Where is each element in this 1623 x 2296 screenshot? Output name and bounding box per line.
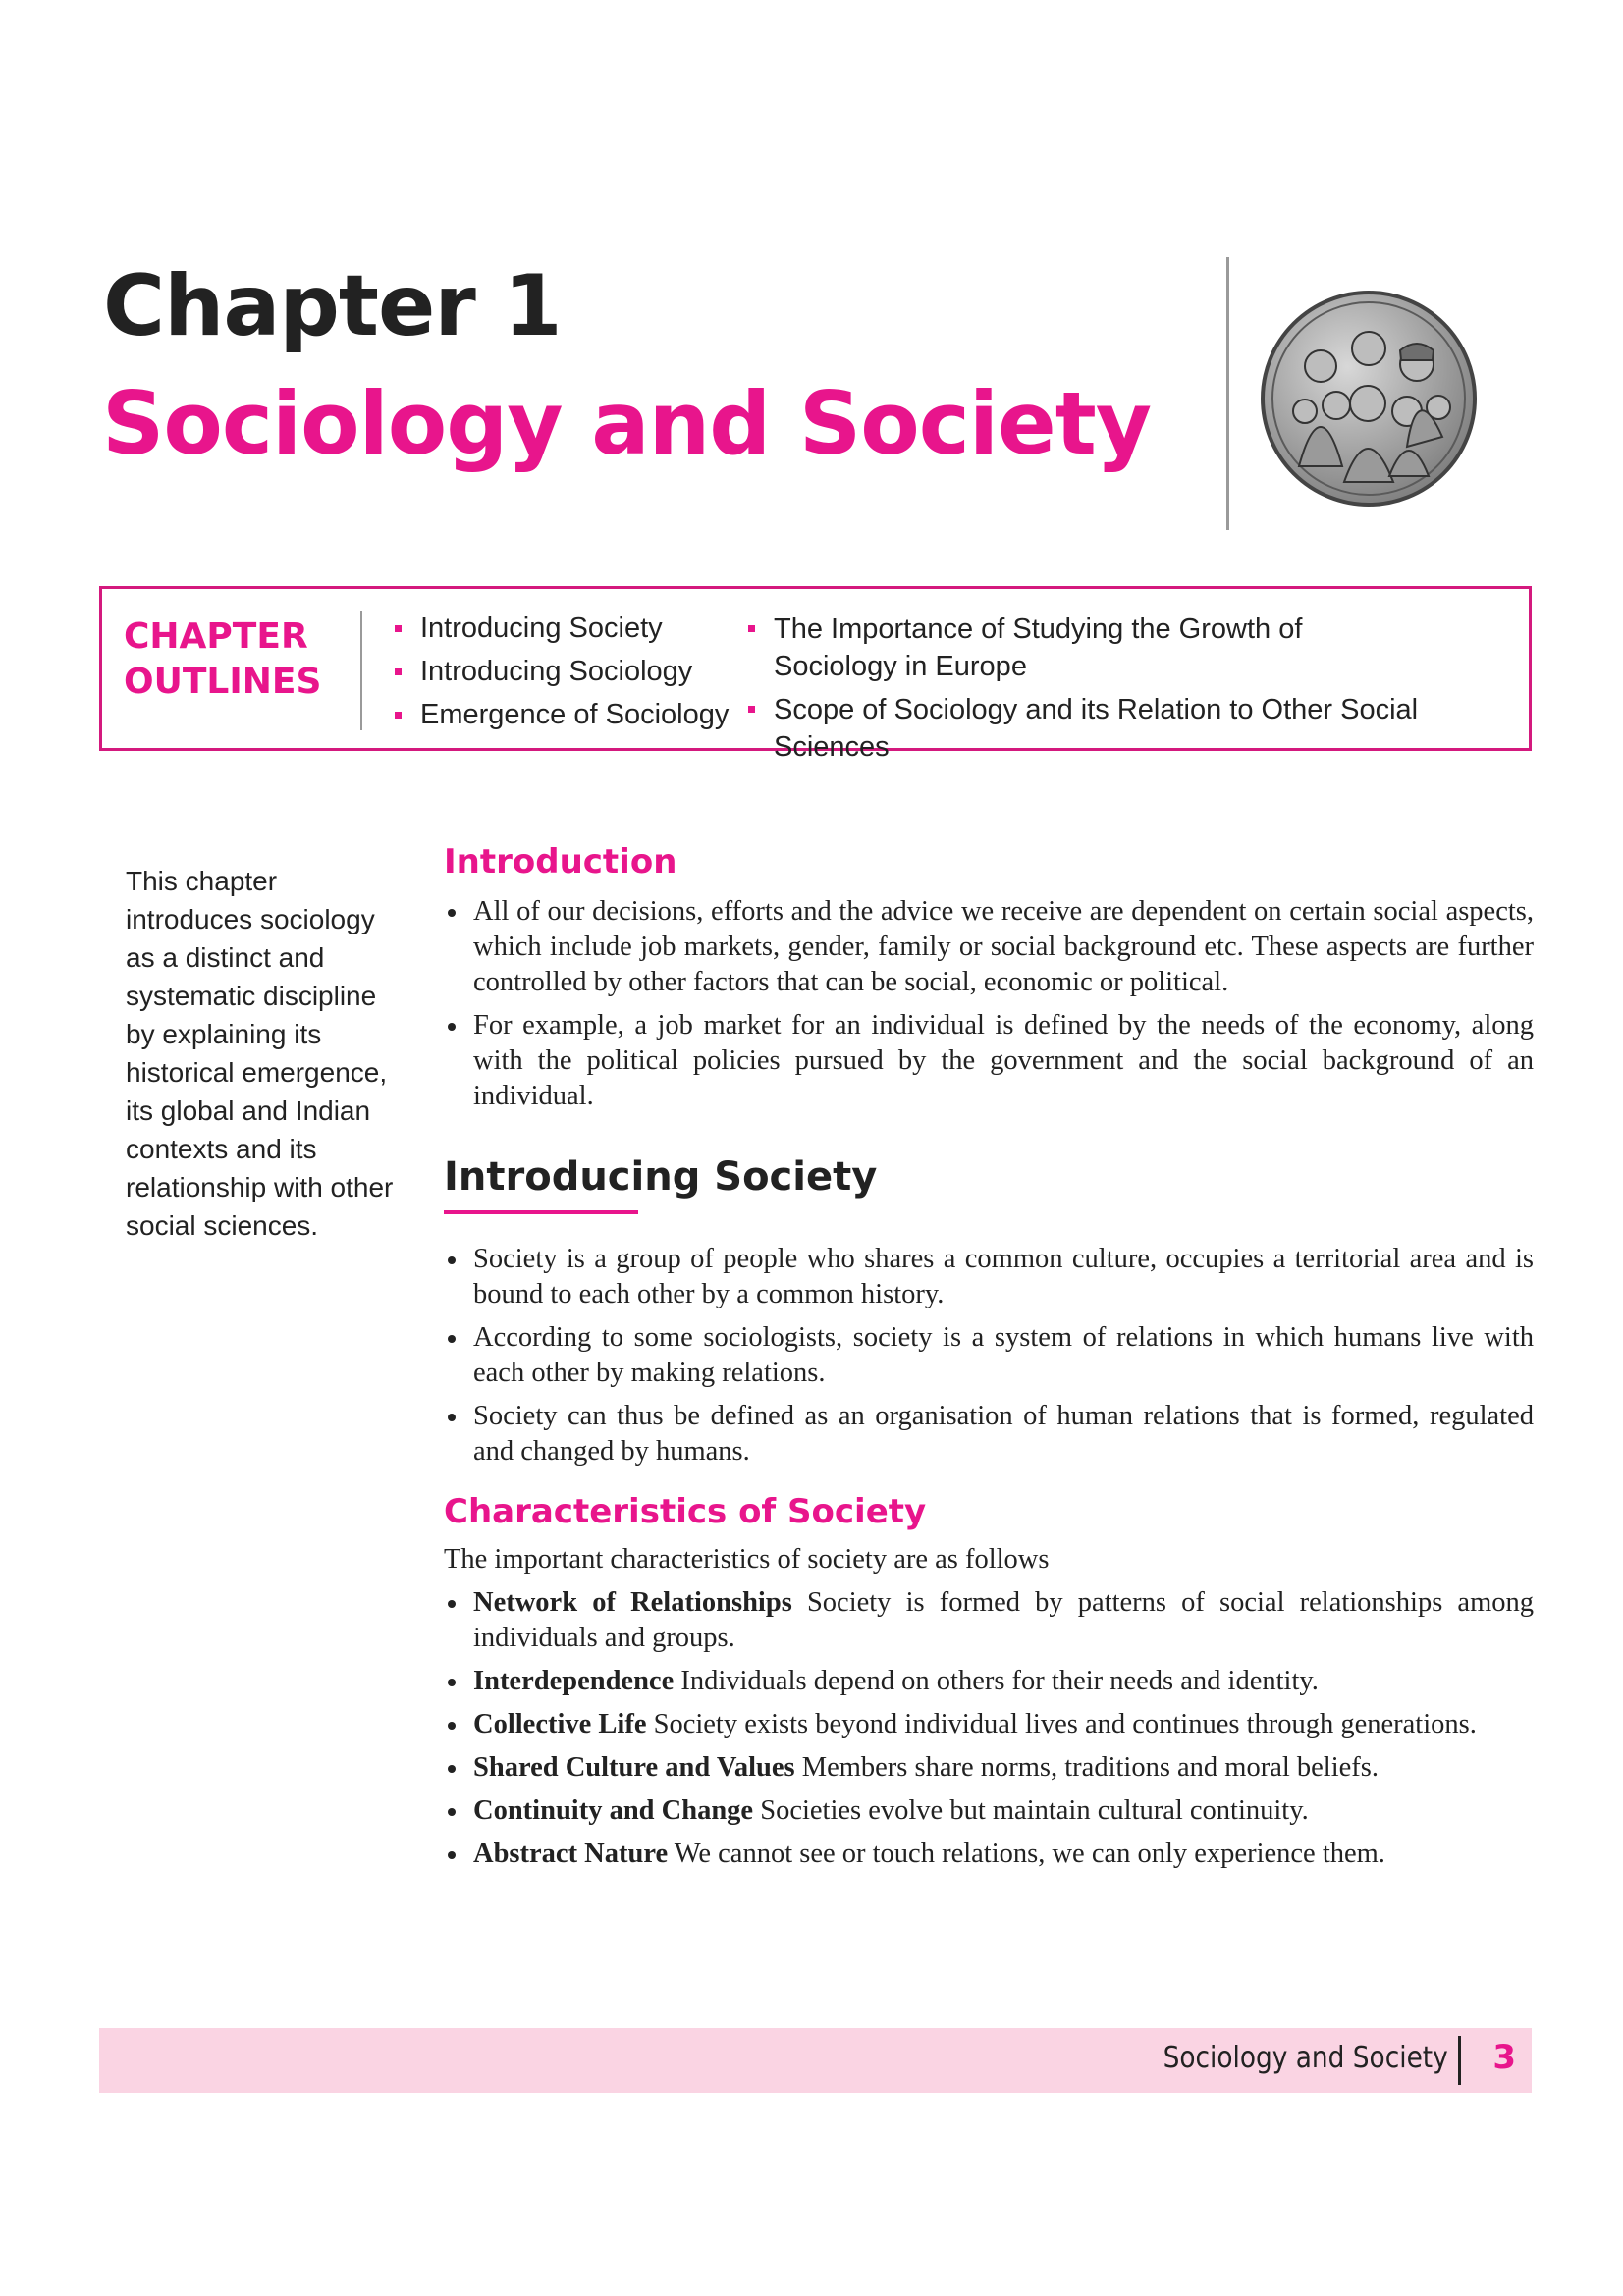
chapter-summary-sidebar: This chapter introduces sociology as a distinct and systematic discipline by explaining its historical emergence, its global and Indian contexts and its relationship with other social sciences. bbox=[126, 866, 394, 1241]
term: Shared Culture and Values bbox=[473, 1752, 795, 1783]
outline-item: Introducing Society bbox=[395, 607, 729, 650]
main-content bbox=[444, 839, 1534, 1880]
chapter-outline-box bbox=[99, 586, 1532, 763]
term: Network of Relationships bbox=[473, 1587, 792, 1618]
term: Collective Life bbox=[473, 1709, 647, 1739]
term: Interdependence bbox=[473, 1666, 675, 1696]
list-item: Collective Life Society exists beyond individual lives and continues through generations. bbox=[444, 1707, 1534, 1742]
outline-item: Scope of Sociology and its Relation to Other Social Sciences bbox=[748, 691, 1524, 766]
footer-divider bbox=[1458, 2036, 1461, 2085]
introduction-list bbox=[444, 894, 1534, 1114]
introduction-heading: Introduction bbox=[444, 842, 677, 881]
list-item: Continuity and Change Societies evolve but maintain cultural continuity. bbox=[444, 1793, 1534, 1829]
characteristics-list bbox=[444, 1585, 1534, 1872]
outline-heading-line2: OUTLINES bbox=[124, 662, 322, 702]
outline-heading-line1: CHAPTER bbox=[124, 616, 308, 657]
list-item: For example, a job market for an individual is defined by the needs of the economy, along with the political policies pursued by the government and the social background of an individual. bbox=[444, 1008, 1534, 1114]
list-item: All of our decisions, efforts and the advice we receive are dependent on certain social aspects, which include job markets, gender, family or social background etc. These aspects are further controlled by other factors that can be social, economic or political. bbox=[444, 894, 1534, 1000]
term: Abstract Nature bbox=[473, 1839, 669, 1869]
chapter-title: Sociology and Society bbox=[102, 373, 1152, 474]
section-underline bbox=[444, 1210, 638, 1214]
people-medallion-image bbox=[1260, 290, 1478, 507]
list-item: Network of Relationships Society is formed by patterns of social relationships among individuals and groups. bbox=[444, 1585, 1534, 1656]
list-item: Shared Culture and Values Members share norms, traditions and moral beliefs. bbox=[444, 1750, 1534, 1786]
list-item: Society can thus be defined as an organisation of human relations that is formed, regulated and changed by humans. bbox=[444, 1399, 1534, 1469]
page-footer bbox=[99, 2028, 1532, 2093]
outline-item: Introducing Sociology bbox=[395, 650, 729, 693]
outline-heading bbox=[124, 614, 321, 705]
outline-item: Emergence of Sociology bbox=[395, 693, 729, 736]
outline-divider bbox=[360, 611, 362, 730]
introducing-society-list bbox=[444, 1242, 1534, 1469]
characteristics-intro: The important characteristics of society are as follows bbox=[444, 1544, 1050, 1575]
list-item: Abstract Nature We cannot see or touch relations, we can only experience them. bbox=[444, 1837, 1534, 1872]
list-item: Interdependence Individuals depend on others for their needs and identity. bbox=[444, 1664, 1534, 1699]
outline-item: The Importance of Studying the Growth of Sociology in Europe bbox=[748, 611, 1324, 685]
page-number: 3 bbox=[1492, 2038, 1516, 2077]
outline-list-left bbox=[395, 607, 729, 736]
term: Continuity and Change bbox=[473, 1795, 754, 1826]
chapter-number: Chapter 1 bbox=[103, 257, 562, 355]
footer-chapter-label: Sociology and Society bbox=[1163, 2041, 1448, 2075]
header-divider bbox=[1226, 257, 1229, 530]
list-item: According to some sociologists, society is a system of relations in which humans live with each other by making relations. bbox=[444, 1320, 1534, 1391]
introducing-society-heading: Introducing Society bbox=[444, 1154, 878, 1200]
list-item: Society is a group of people who shares a common culture, occupies a territorial area and is bound to each other by a common history. bbox=[444, 1242, 1534, 1312]
outline-list-right bbox=[748, 611, 1524, 766]
characteristics-heading: Characteristics of Society bbox=[444, 1492, 927, 1531]
